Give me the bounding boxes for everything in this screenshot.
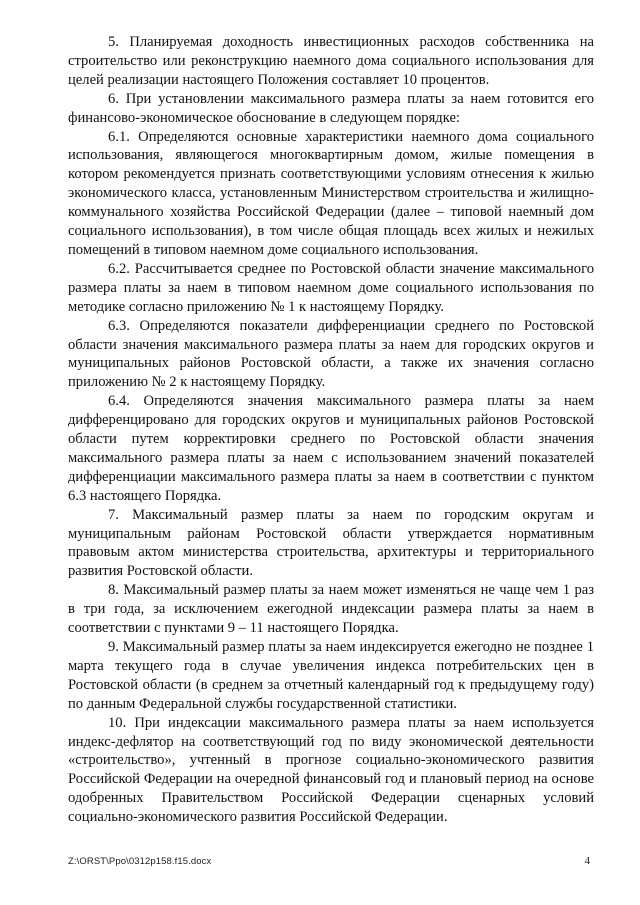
footer-file-path: Z:\ORST\Ppo\0312p158.f15.docx bbox=[68, 856, 212, 867]
page-number: 4 bbox=[584, 855, 590, 867]
paragraph-6-1: 6.1. Определяются основные характеристики наемного дома социального использования, являющегося многоквартирным домом, жилые помещения в котором рекомендуется признать соответствующими условиям отнесения к жилью экономического класса, установленным Министерством строительства и жилищно-коммунального хозяйства Российской Федерации (далее – типовой наемный дом социального использования), в том числе общая площадь всех жилых и нежилых помещений в типовом наемном доме социального использования. bbox=[68, 128, 594, 258]
document-body bbox=[68, 33, 594, 827]
paragraph-10: 10. При индексации максимального размера платы за наем используется индекс-дефлятор на соответствующий год по виду экономической деятельности «строительство», учтенный в прогнозе социально-экономического развития Российской Федерации на очередной финансовый год и плановый период на основе одобренных Правительством Российской Федерации сценарных условий социально-экономического развития Российской Федерации. bbox=[68, 714, 594, 826]
paragraph-6-2: 6.2. Рассчитывается среднее по Ростовской области значение максимального размера платы за наем в типовом наемном доме социального использования по методике согласно приложению № 1 к настоящему Порядку. bbox=[68, 260, 594, 315]
paragraph-6-4: 6.4. Определяются значения максимального размера платы за наем дифференцировано для городских округов и муниципальных районов Ростовской области путем корректировки среднего по Ростовской области значения максимального размера платы за наем с использованием значений показателей дифференциации максимального размера платы за наем в соответствии с пунктом 6.3 настоящего Порядка. bbox=[68, 393, 594, 504]
page-footer bbox=[68, 856, 594, 870]
paragraph-7: 7. Максимальный размер платы за наем по городским округам и муниципальным районам Ростовской области утверждается нормативным правовым актом министерства строительства, архитектуры и территориального развития Ростовской области. bbox=[68, 506, 594, 580]
paragraph-9: 9. Максимальный размер платы за наем индексируется ежегодно не позднее 1 марта текущего года в случае увеличения индекса потребительских цен в Ростовской области (в среднем за отчетный календарный год к предыдущему году) по данным Федеральной службы государственной статистики. bbox=[68, 639, 594, 712]
paragraph-8: 8. Максимальный размер платы за наем может изменяться не чаще чем 1 раз в три года, за исключением ежегодной индексации размера платы за наем в соответствии с пунктами 9 – 11 настоящего Порядка. bbox=[68, 582, 594, 637]
paragraph-5: 5. Планируемая доходность инвестиционных расходов собственника на строительство или реконструкцию наемного дома социального использования для целей реализации настоящего Положения составляет 10 процентов. bbox=[68, 34, 594, 88]
paragraph-6: 6. При установлении максимального размера платы за наем готовится его финансово-экономическое обоснование в следующем порядке: bbox=[68, 90, 594, 126]
paragraph-6-3: 6.3. Определяются показатели дифференциации среднего по Ростовской области значения максимального размера платы за наем для городских округов и муниципальных районов Ростовской области, а также их значения согласно приложению № 2 к настоящему Порядку. bbox=[68, 317, 594, 391]
